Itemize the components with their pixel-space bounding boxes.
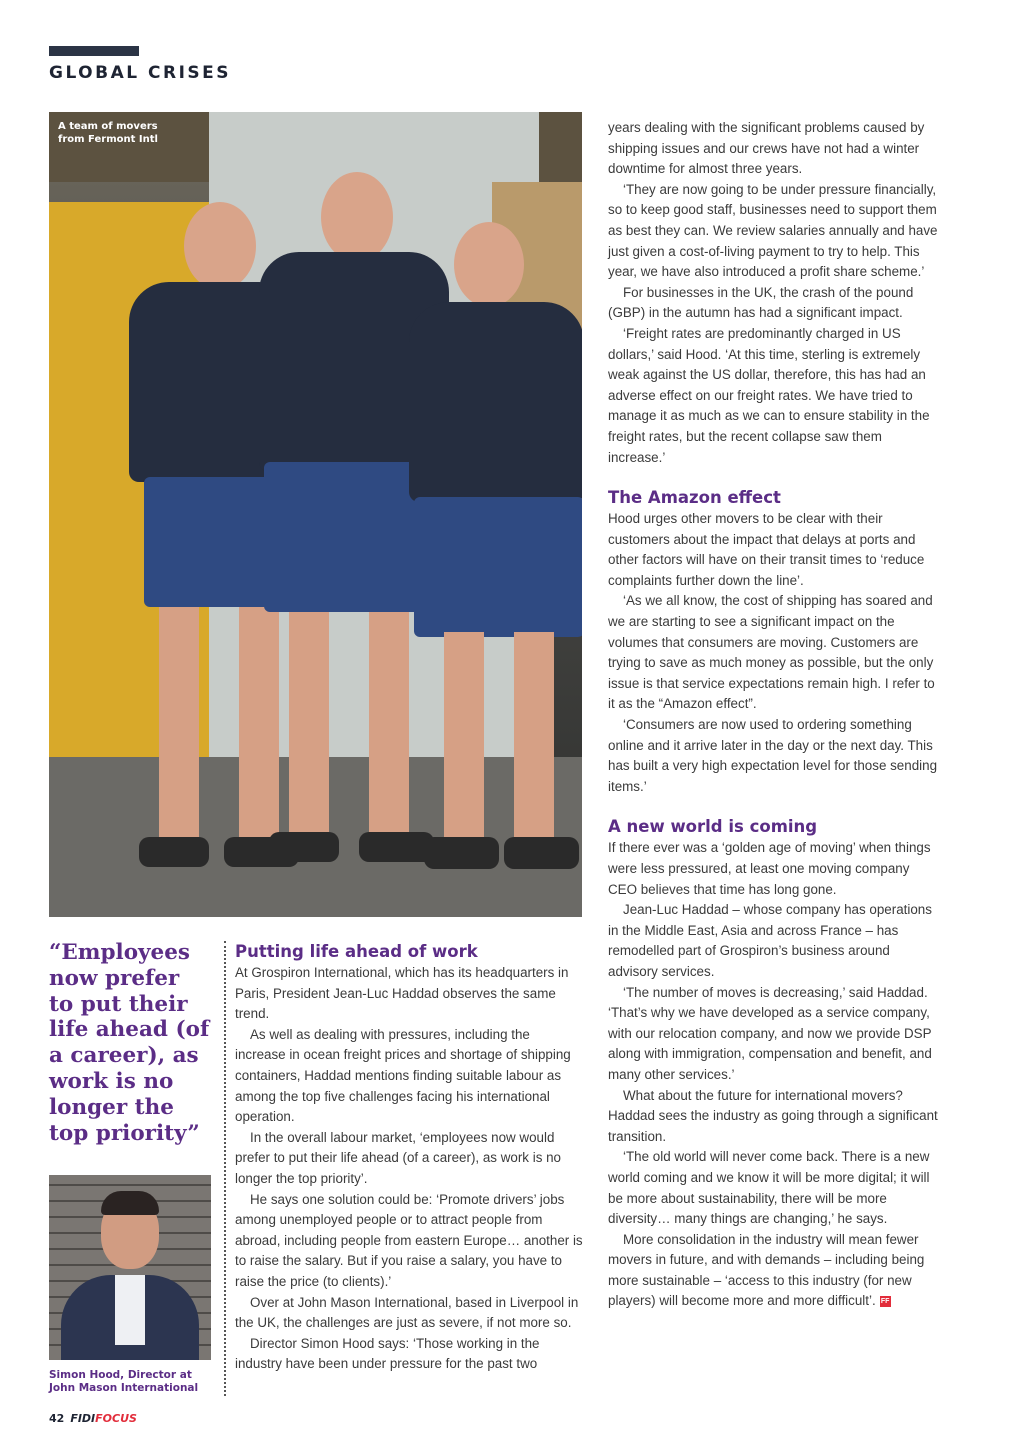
body-paragraph: In the overall labour market, ‘employees now would prefer to put their life ahead (of a career), as work is no longer the top priority’. (235, 1129, 561, 1186)
section-accent-bar (49, 46, 139, 56)
body-paragraph: ‘The old world will never come back. There is a new world coming and we know it will be more digital; it will be more about sustainability, there will be more diversity… many things are changing,’ he says. (608, 1149, 930, 1227)
page-footer (49, 1412, 137, 1425)
body-paragraph: Hood urges other movers to be clear with their customers about the impact that delays at ports and other factors will have on their transit times to ‘reduce complaints further down the line’. (608, 511, 925, 588)
middle-column (235, 941, 583, 1375)
team-photo (49, 112, 582, 917)
body-paragraph: For businesses in the UK, the crash of the pound (GBP) in the autumn has had a significant impact. (608, 284, 914, 321)
shirt-collar (115, 1275, 145, 1345)
magazine-brand-focus: FOCUS (95, 1412, 137, 1425)
section-label: GLOBAL CRISES (49, 63, 231, 83)
body-paragraph: As well as dealing with pressures, including the increase in ocean freight prices and shortage of shipping containers, Haddad mentions finding suitable labour as among the top five challenges facing his international operation. (235, 1026, 571, 1125)
body-paragraph: years dealing with the significant problems caused by shipping issues and our crews have not had a winter downtime for almost three years. (608, 120, 925, 177)
body-paragraph: What about the future for international movers? Haddad sees the industry as going through a significant transition. (608, 1087, 938, 1144)
body-paragraph: ‘As we all know, the cost of shipping has soared and we are starting to see a significant impact on the volumes that consumers are moving. Customers are trying to save as much money as possible, but the only issue is that service expectations remain high. I refer to it as the “Amazon effect”. (608, 593, 935, 712)
final-paragraph-text: More consolidation in the industry will mean fewer movers in future, and with demands – including being more sustainable – ‘access to this industry (for new players) will become more and more difficult’. (608, 1231, 925, 1309)
pull-quote: “Employees now prefer to put their life ahead (of a career), as work is no longer the top priority” (49, 940, 210, 1146)
simon-hood-headshot (49, 1175, 211, 1360)
hair (101, 1191, 159, 1215)
section-heading-amazon-effect: The Amazon effect (608, 488, 781, 508)
section-heading-life-ahead: Putting life ahead of work (235, 942, 478, 961)
body-paragraph: Jean-Luc Haddad – whose company has operations in the Middle East, Asia and across France – has remodelled part of Grospiron’s business around advisory services. (608, 902, 932, 979)
body-paragraph: Director Simon Hood says: ‘Those working in the industry have been under pressure for the past two (235, 1335, 540, 1372)
body-paragraph: ‘The number of moves is decreasing,’ said Haddad. ‘That’s why we have developed as a service company, with our relocation company, and now we provide DSP along with immigration, compensation and benefit, and many other services.’ (608, 984, 932, 1082)
body-paragraph: ‘Consumers are now used to ordering something online and it arrive later in the day or the next day. This has built a very high expectation level for those sending items.’ (608, 717, 938, 794)
body-paragraph: ‘They are now going to be under pressure financially, so to keep good staff, businesses need to support them as best they can. We review salaries annually and have just given a cost-of-living payment to try to help. This year, we have also introduced a profit share scheme.’ (608, 181, 938, 280)
body-paragraph-final (608, 1230, 938, 1312)
end-mark-icon: FF (880, 1298, 890, 1306)
page-number: 42 (49, 1412, 65, 1425)
section-heading-new-world: A new world is coming (608, 817, 818, 837)
column-divider (224, 941, 226, 1396)
photo-caption: A team of movers from Fermont Intl (58, 121, 158, 145)
body-paragraph: ‘Freight rates are predominantly charged in US dollars,’ said Hood. ‘At this time, sterling is extremely weak against the US dollar, therefore, this has had an adverse effect on our freight rates. We have tried to manage it as much as we can to ensure stability in the freight rates, but the recent collapse saw them increase.’ (608, 325, 930, 465)
body-paragraph: He says one solution could be: ‘Promote drivers’ jobs among unemployed people or to attract people from abroad, including people from eastern Europe… another is to raise the salary. But if you raise a salary, you have to raise the price (to clients).’ (235, 1191, 583, 1289)
right-column (608, 118, 938, 1312)
headshot-caption: Simon Hood, Director at John Mason International (49, 1369, 199, 1394)
body-paragraph: Over at John Mason International, based in Liverpool in the UK, the challenges are just as severe, if not more so. (235, 1294, 579, 1331)
magazine-brand-fidi: FIDI (70, 1412, 96, 1425)
body-paragraph: If there ever was a ‘golden age of moving’ when things were less pressured, at least one moving company CEO believes that time has long gone. (608, 840, 931, 897)
body-paragraph: At Grospiron International, which has its headquarters in Paris, President Jean-Luc Haddad observes the same trend. (235, 965, 569, 1022)
